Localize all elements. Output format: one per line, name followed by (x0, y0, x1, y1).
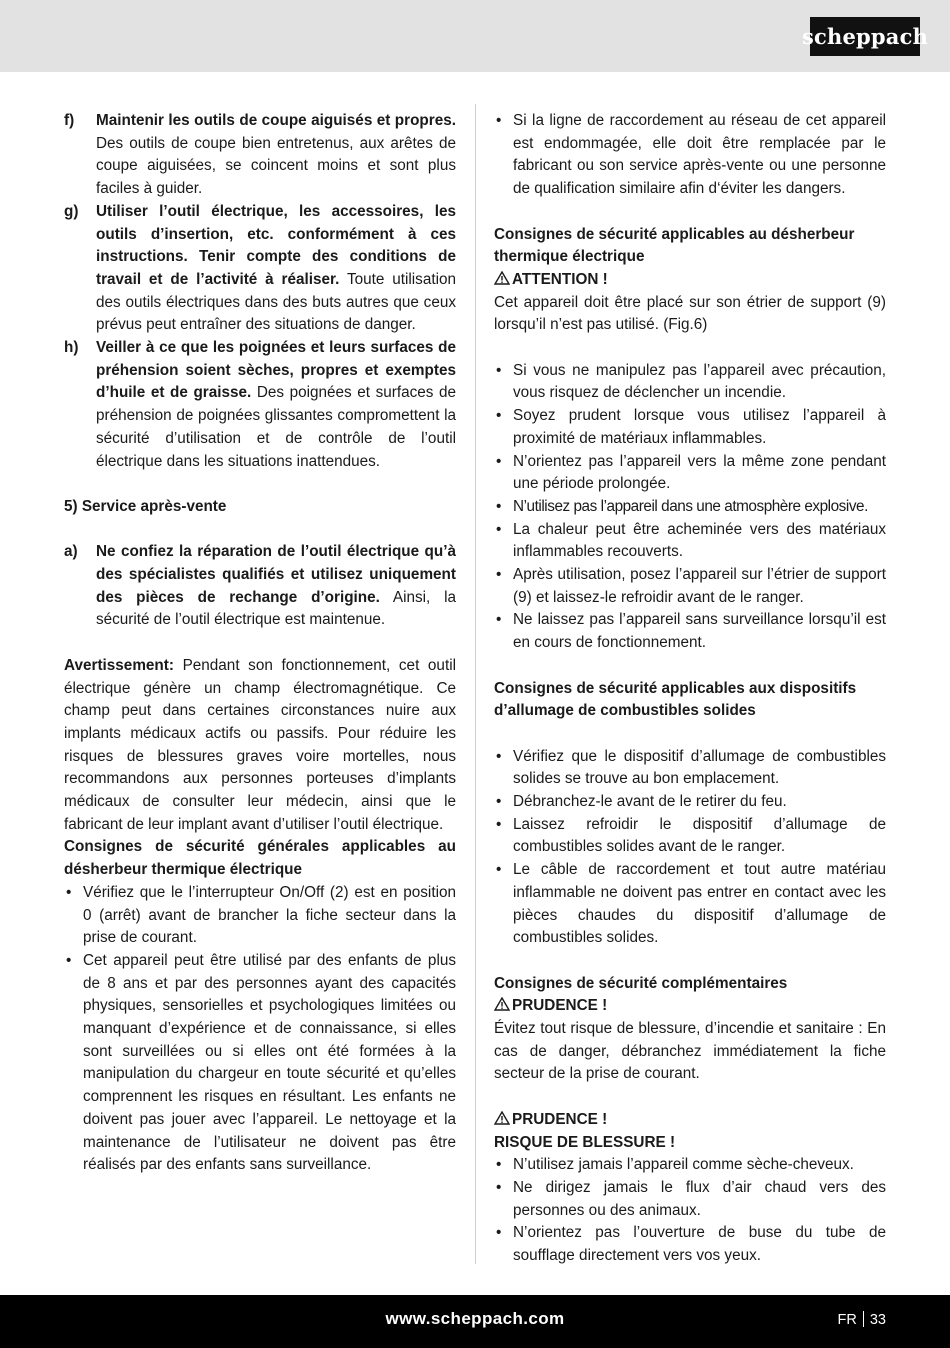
section-heading-extra: Consignes de sécurité complémentaires (494, 974, 788, 992)
list-item-text: Cet appareil peut être utilisé par des enfants de plus de 8 ans et par des personnes ayant des capacités physiques, sensorielles et psychologiques limitées ou manquant d’expérience et de connaissance, si elles sont surveillées ou si elles ont été formées à la manipulation du chargeur en toute sécurité et qu’elles comprennent les risques en résultant. Les enfants ne doivent pas jouer avec l’appareil. Le nettoyage et la maintenance de l’utilisateur ne doivent pas être réalisés par des enfants sans surveillance. (83, 951, 456, 1174)
prudence-label-text: PRUDENCE ! (512, 997, 608, 1015)
item-label: f) (64, 112, 75, 129)
list-item (494, 609, 886, 654)
bullet-icon: • (496, 452, 502, 470)
section-heading-general: Consignes de sécurité générales applicables au désherbeur thermique électrique (64, 838, 456, 879)
risk-label: RISQUE DE BLESSURE ! (494, 1133, 676, 1151)
bullet-icon: • (496, 815, 502, 833)
list-item-text: Débranchez-le avant de le retirer du feu. (513, 793, 787, 811)
bullet-icon: • (496, 566, 502, 584)
list-item (64, 882, 456, 950)
list-item (64, 950, 456, 1177)
list-item-text: Si vous ne manipulez pas l’appareil avec précaution, vous risquez de déclencher un incendie. (513, 361, 886, 402)
list-item-text: Ne laissez pas l’appareil sans surveillance lorsqu’il est en cours de fonctionnement. (513, 611, 886, 652)
warning-label: Avertissement: (64, 656, 174, 674)
list-item (494, 791, 886, 814)
page-separator (863, 1311, 864, 1327)
item-label: h) (64, 339, 79, 357)
item-label: a) (64, 543, 78, 561)
bullet-icon: • (496, 520, 502, 538)
list-item (494, 564, 886, 609)
attention-label-text: ATTENTION ! (512, 270, 608, 288)
item-a (64, 541, 456, 632)
item-text (96, 541, 456, 632)
column-divider (475, 104, 476, 1264)
list-item (494, 405, 886, 450)
section-heading-service: 5) Service après-vente (64, 497, 227, 515)
bullet-icon: • (496, 1224, 502, 1242)
list-item-text: Après utilisation, posez l’appareil sur l’étrier de support (9) et laissez-le refroidir avant de le ranger. (513, 566, 886, 606)
warning-text: Pendant son fonctionnement, cet outil électrique génère un champ électromagnétique. Ce champ peut dans certaines circonstances nuire aux implants médicaux actifs ou passifs. Pour réduire les risques de blessures graves voire mortelles, nous recommandons aux personnes porteuses d’implants médicaux de consulter leur médecin, ainsi que le fabricant de leur implant avant d’utiliser l’outil électrique. (64, 656, 456, 833)
item-body: Des poignées et surfaces de préhension de poignées glissantes compromettent la sécurité d’utilisation et de contrôle de l’outil électrique dans les situations inattendues. (96, 384, 456, 470)
bullet-icon: • (496, 793, 502, 811)
warning-paragraph (64, 655, 456, 837)
page-indicator (838, 1311, 886, 1328)
item-text (96, 201, 456, 337)
brand-logo (801, 17, 929, 56)
list-item-text: Soyez prudent lorsque vous utilisez l’appareil à proximité de matériaux inflammables. (513, 407, 886, 447)
item-label: g) (64, 202, 79, 220)
bullet-icon: • (496, 1178, 502, 1196)
page-number: 33 (869, 1312, 886, 1328)
prudence-text: Évitez tout risque de blessure, d’incendie et sanitaire : En cas de danger, débranchez immédiatement la fiche secteur de la prise de courant. (494, 1020, 886, 1083)
list-item-text: Laissez refroidir le dispositif d’allumage de combustibles solides avant de le ranger. (513, 815, 886, 856)
footer-band (0, 1295, 950, 1348)
bullet-icon: • (496, 112, 502, 129)
right-column (494, 110, 886, 1268)
list-item (494, 1222, 886, 1267)
list-item (494, 859, 886, 950)
section-heading-solid: Consignes de sécurité applicables aux dispositifs d’allumage de combustibles solides (494, 679, 857, 720)
bullet-icon: • (496, 497, 502, 515)
list-item (494, 746, 886, 791)
attention-label (494, 269, 886, 292)
list-item (494, 814, 886, 859)
item-body: Toute utilisation des outils électriques dans des buts autres que ceux prévus peut entraîner des situations de danger. (96, 270, 457, 334)
list-item-text: Le câble de raccordement et tout autre matériau inflammable ne doivent pas entrer en contact avec les pièces chaudes du dispositif d’allumage de combustibles solides. (513, 861, 886, 947)
list-item-text: N’utilisez jamais l’appareil comme sèche-cheveux. (513, 1156, 854, 1174)
item-text (96, 110, 456, 201)
footer-url[interactable]: www.scheppach.com (385, 1309, 565, 1328)
bullet-icon: • (496, 747, 502, 765)
bullet-icon: • (496, 407, 502, 425)
list-item-text: Vérifiez que le dispositif d’allumage de combustibles solides se trouve au bon emplacement. (513, 747, 886, 788)
list-item-text: La chaleur peut être acheminée vers des matériaux inflammables recouverts. (513, 520, 886, 561)
item-bold: Ne confiez la réparation de l’outil électrique qu’à des spécialistes qualifiés et utilisez uniquement des pièces de rechange d’origine. (96, 543, 456, 606)
list-item-text: N’orientez pas l’appareil vers la même zone pendant une période prolongée. (513, 452, 886, 493)
item-body: Des outils de coupe bien entretenus, aux arêtes de coupe aiguisées, se coincent moins et sont plus faciles à guider. (96, 134, 456, 198)
section-heading-thermal: Consignes de sécurité applicables au désherbeur thermique électrique (494, 225, 855, 266)
attention-text: Cet appareil doit être placé sur son étrier de support (9) lorsqu’il n’est pas utilisé. (Fig.6) (494, 293, 886, 334)
item-g (64, 201, 456, 337)
warning-triangle-icon (494, 997, 510, 1011)
list-item-text: N’utilisez pas l’appareil dans une atmosphère explosive. (513, 497, 868, 515)
language-code: FR (837, 1312, 857, 1328)
list-item (494, 496, 886, 519)
list-item (494, 519, 886, 564)
list-item (494, 110, 886, 201)
left-column (64, 110, 456, 1177)
warning-triangle-icon (494, 1111, 510, 1125)
item-body: Ainsi, la sécurité de l’outil électrique est maintenue. (96, 588, 457, 629)
item-text (96, 337, 456, 473)
list-item (494, 1154, 886, 1177)
prudence-label (494, 995, 886, 1018)
list-item (494, 360, 886, 405)
bullet-icon: • (496, 861, 502, 879)
item-f (64, 110, 456, 201)
list-item (494, 1177, 886, 1222)
bullet-icon: • (66, 951, 72, 969)
list-item-text: Ne dirigez jamais le flux d’air chaud vers des personnes ou des animaux. (513, 1178, 886, 1219)
prudence-label (494, 1109, 886, 1132)
bullet-icon: • (496, 1156, 502, 1174)
list-item-text: Vérifiez que le l’interrupteur On/Off (2) est en position 0 (arrêt) avant de brancher la fiche secteur dans la prise de courant. (83, 883, 456, 947)
bullet-icon: • (496, 611, 502, 629)
brand-logo-text: scheppach (801, 24, 929, 49)
prudence-label-text: PRUDENCE ! (512, 1110, 608, 1128)
bullet-icon: • (66, 883, 72, 901)
item-bold: Veiller à ce que les poignées et leurs surfaces de préhension soient sèches, propres et exemptes d’huile et de graisse. (96, 339, 456, 402)
warning-triangle-icon (494, 271, 510, 285)
item-h (64, 337, 456, 473)
item-bold: Maintenir les outils de coupe aiguisés et propres. (96, 112, 456, 129)
list-item-text: Si la ligne de raccordement au réseau de cet appareil est endommagée, elle doit être remplacée par le fabricant ou son service après-vente ou une personne de qualification similaire afin d‘éviter les dangers. (513, 112, 886, 198)
bullet-icon: • (496, 361, 502, 379)
item-bold: Utiliser l’outil électrique, les accessoires, les outils d’insertion, etc. conformément à ces instructions. Tenir compte des conditions de travail et de l’activité à réaliser. (96, 202, 456, 288)
list-item (494, 451, 886, 496)
list-item-text: N’orientez pas l’ouverture de buse du tube de soufflage directement vers vos yeux. (513, 1224, 886, 1265)
